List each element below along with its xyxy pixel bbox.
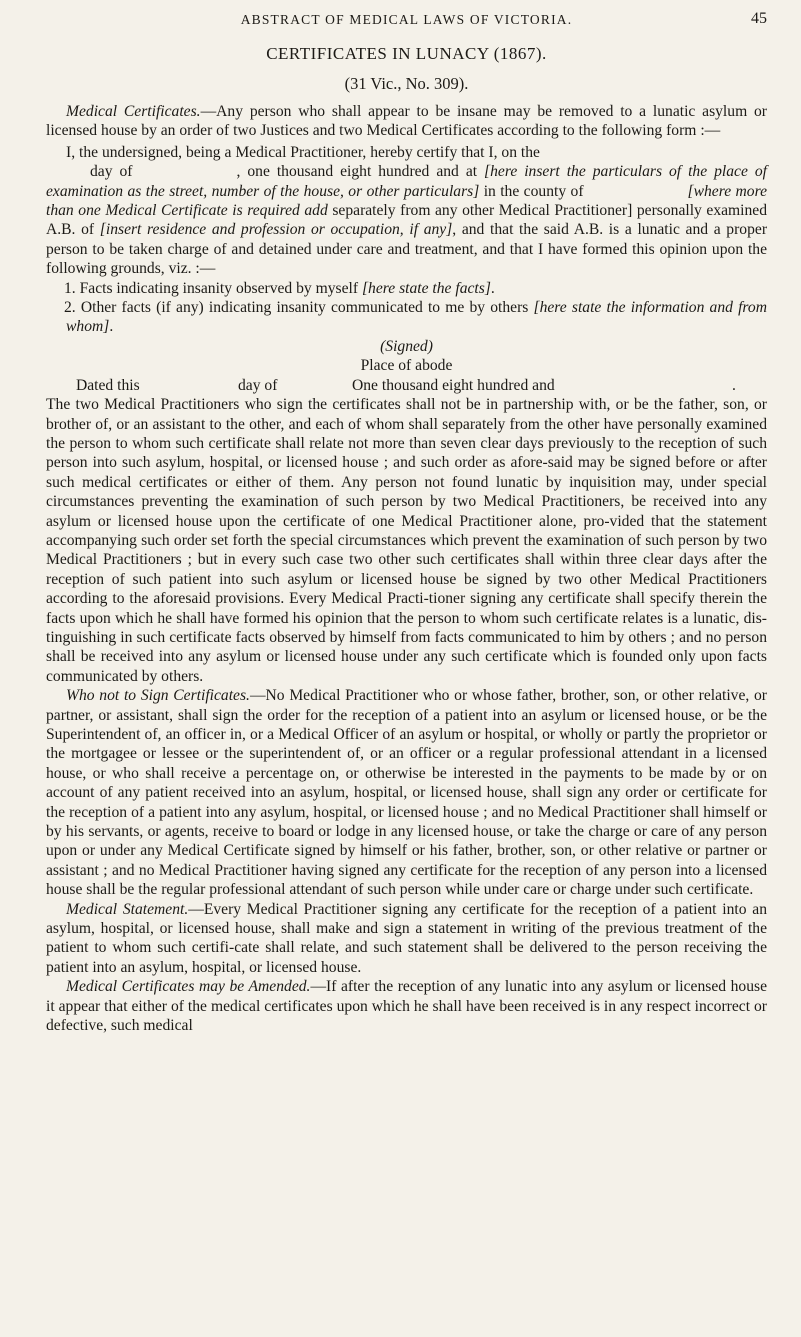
medical-statement-title: Medical Statement. <box>66 900 189 918</box>
section-heading: CERTIFICATES IN LUNACY (1867). <box>266 44 547 63</box>
form-text-3c: in the county of <box>483 182 584 200</box>
medical-statement-paragraph <box>46 900 767 978</box>
form-text-3f: [insert residence and profession or occupation, if any] <box>99 221 453 239</box>
act-citation: (31 Vic., No. 309). <box>344 74 469 93</box>
abode-line <box>46 356 767 375</box>
form-text-3e: separately from any other Medical Practitioner] personally examined A.B. of <box>46 202 768 239</box>
abode-label: Place of abode <box>360 357 453 375</box>
ground-item-2 <box>46 298 767 337</box>
dated-line <box>46 376 767 395</box>
certificates-amended-text: —If after the reception of any lunatic into any asylum or licensed house it appear that either of the medical certificates upon which he shall have been received is in any respect incorrect or defective, such medical <box>46 978 767 1035</box>
certificates-amended-title: Medical Certificates may be Amended. <box>66 978 311 996</box>
running-head <box>46 8 767 34</box>
signed-label: (Signed) <box>380 337 433 355</box>
ground-item-1-end: . <box>490 279 495 297</box>
ground-item-1-note: [here state the facts] <box>361 279 491 297</box>
intro-paragraph <box>46 102 767 141</box>
form-text-2b: , one thousand eight hundred and <box>236 163 459 181</box>
form-body <box>46 143 767 279</box>
medical-statement-text: —Every Medical Practitioner signing any certificate for the reception of a patient into an asylum, hospital, or licensed house, shall make and sign a statement in writing of the previous treatment of the patient to whom such certifi-cate shall relate, and such statement shall be delivered to the person receiving the patient into an asylum, hospital, or licensed house. <box>46 900 767 976</box>
dated-year-label: One thousand eight hundred and <box>352 376 555 394</box>
form-text-3g: , and that the said A.B. is a lunatic and a proper person to be taken charge of and detained under care and treatment, and that I have formed this opinion upon the following grounds, viz. :— <box>46 221 768 278</box>
ground-item-1-text: 1. Facts indicating insanity observed by myself <box>64 279 359 297</box>
who-not-to-sign-title: Who not to Sign Certificates. <box>66 687 250 705</box>
dated-end: . <box>732 376 736 394</box>
page-number: 45 <box>751 10 767 27</box>
certificates-amended-paragraph <box>46 977 767 1035</box>
signed-line <box>46 337 767 356</box>
two-practitioners-paragraph: The two Medical Practitioners who sign the certificates shall not be in partnership with, or be the father, son, or brother of, or an assistant to the other, and each of whom shall separately from the other have personally examined the person to whom such certificate shall relate not more than seven clear days previously to the reception of such person into such asylum, hospital, or licensed house ; and such order as afore-said may be signed before or after such medical certificates or either of them. Any person not found lunatic by inquisition may, under special circumstances preventing the examination of such person by two Medical Practitioners, be received into any asylum or licensed house upon the certificate of one Medical Practitioner alone, pro-vided that the statement accompanying such order set forth the special circumstances which prevent the examination of such person by two Medical Practitioners ; but in every such case two other such certificates shall within three clear days after the reception of such patient into such asylum or licensed house be signed by two other Medical Practitioners according to the aforesaid provisions. Every Medical Practi-tioner signing any certificate shall specify therein the facts upon which he shall have formed his opinion that the person to whom such certificate relates is a lunatic, dis-tinguishing in such certificate facts observed by himself from facts communicated to him by others ; and no person shall be received into any asylum or licensed house under any such certificate which is founded only upon facts communicated by others. <box>46 396 767 685</box>
form-text-2a: day of <box>90 163 133 181</box>
certificate-form <box>46 143 767 395</box>
dated-day-label: day of <box>238 376 278 394</box>
form-text-3b: [here insert the particulars of the place of examination as the street, number of the house, or other particulars] <box>46 163 767 200</box>
dated-label: Dated this <box>76 376 140 394</box>
ground-item-2-note: [here state the information and from whom] <box>66 299 767 336</box>
form-text-3a: at <box>465 163 478 181</box>
who-not-to-sign-text: —No Medical Practitioner who or whose father, brother, son, or other relative, or partner, or assistant, shall sign the order for the reception of a patient into an asylum or licensed house, or be the Superintendent of, an officer in, or a Medical Officer of an asylum or hospital, or wholly or partly the proprietor or the mortgagee or lessee or the superintendent of, or an officer or a regular professional attendant in a licensed house, or who shall receive a percentage on, or otherwise be interested in the payments to be made by or on account of any patient received into an asylum, hospital, or licensed house, shall sign any order or certificate for the reception of a patient into any asylum, hospital, or licensed house ; and no Medical Practitioner shall himself or by his servants, or agents, receive to board or lodge in any licensed house, or take the charge or care of any person upon or under any Medical Certificate signed by himself or his father, brother, son, or other relative or partner or assistant ; and no Medical Practitioner having signed any certificate for the reception of any person into a licensed house shall be the regular professional attendant of such person while under care or charge under such certificate. <box>46 687 767 899</box>
intro-text: —Any person who shall appear to be insane may be removed to a lunatic asylum or licensed house by an order of two Justices and two Medical Certificates according to the following form :— <box>46 103 767 140</box>
ground-item-2-text: 2. Other facts (if any) indicating insanity communicated to me by others <box>64 299 529 317</box>
running-head-title: ABSTRACT OF MEDICAL LAWS OF VICTORIA. <box>240 12 573 27</box>
ground-item-2-end: . <box>109 318 114 336</box>
grounds-list <box>46 279 767 337</box>
ground-item-1 <box>46 279 767 298</box>
form-text-1: I, the undersigned, being a Medical Practitioner, hereby certify that I, on the <box>66 143 540 161</box>
form-text-3d: [where more than one Medical Certificate is required add <box>46 182 767 220</box>
who-not-to-sign-paragraph <box>46 686 767 899</box>
intro-title: Medical Certificates. <box>66 103 201 120</box>
